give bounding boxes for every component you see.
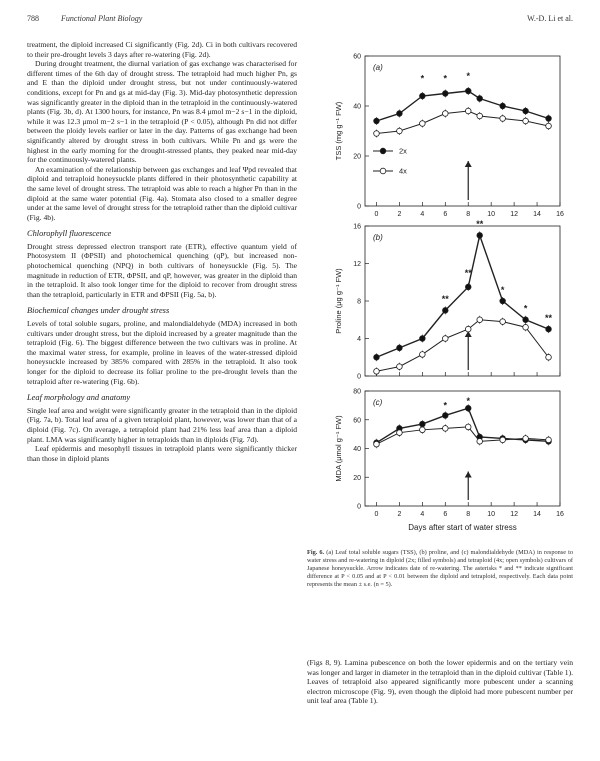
paragraph: treatment, the diploid increased Ci significantly (Fig. 2d). Ci in both cultivars recovered to their pre-drought levels 3 days after re-watering (Fig. 2d). (27, 40, 297, 59)
y-axis-label: MDA (μmol g⁻¹ FW) (334, 415, 343, 482)
data-point-4x (465, 326, 471, 332)
x-tick-label: 12 (510, 211, 519, 218)
data-point-2x (500, 103, 506, 109)
data-point-4x (500, 116, 506, 122)
data-point-4x (523, 118, 529, 124)
significance-asterisk: ** (476, 219, 484, 230)
x-tick-label: 16 (556, 511, 564, 518)
paragraph: During drought treatment, the diurnal variation of gas exchange was characterised for different times of the 6th day of drought stress. The tetraploid had much higher Pn, gs and E than the diploid under drought stress, but not under continuously-watered conditions, except for Pn and gs at mid-day (Fig. 3). Mid-day photosynthetic depression was significantly greater in the diploid than in the tetraploid in the continuously-watered plants (Fig. 3b, d). At 1300 hours, for instance, Pn was 8.4 μmol m−2 s−1 in the diploid, while it was 12.3 μmol m−2 s−1 in the tetraploid (P < 0.05), although Pn did not differ between the ploidy levels earlier or later in the day. Patterns of gas exchange had been significantly altered by drought stress in both cultivars. While Pn and gs were the highest in the early morning for the drought-stressed plants, they peaked near mid-day for the continuously-watered plants. (27, 59, 297, 165)
plot-frame (365, 391, 560, 506)
data-point-4x (420, 427, 426, 433)
data-point-4x (477, 439, 483, 445)
x-tick-label: 8 (466, 211, 471, 218)
paragraph: An examination of the relationship between gas exchanges and leaf Ψpd revealed that diploid and tetraploid honeysuckle plants differed in their photosynthetic capability at the same level of drought stress. The tetraploid was able to reach a higher Pn than in the diploid at the same water potential (Fig. 4a). Stomata also closed to a smaller degree under at the same level of drought stress for the tetraploid rather than the diploid cultivar (Fig. 4b). (27, 164, 297, 222)
right-column-text (307, 658, 573, 706)
data-point-4x (477, 113, 483, 119)
x-tick-label: 16 (556, 211, 564, 218)
panel-label: (a) (373, 63, 383, 72)
paragraph: Single leaf area and weight were significantly greater in the tetraploid than in the diploid (Fig. 7a, b). Total leaf area of a given tetraploid plant, however, was lower than that of a diploid (Fig. 7c). On average, a tetraploid plant had 21% less leaf area than a diploid plant. LMA was significantly higher in tetraploids than in diploids (Fig. 7d). (27, 405, 297, 444)
figure-6-charts (305, 36, 575, 546)
data-point-4x (500, 437, 506, 443)
x-tick-label: 14 (533, 211, 541, 218)
data-point-2x (477, 96, 483, 102)
journal-title: Functional Plant Biology (61, 14, 143, 23)
data-point-4x (374, 369, 380, 375)
x-tick-label: 2 (397, 211, 402, 218)
x-tick-label: 6 (443, 211, 448, 218)
data-point-4x (523, 324, 529, 330)
legend-label: 4x (399, 166, 407, 176)
caption-text: (a) Leaf total soluble sugars (TSS), (b) proline, and (c) malondialdehyde (MDA) in response to water stress and re-watering in diploid (2x; filled symbols) and tetraploid (4x; open symbols) cultivars of Japanese honeysuckle. Arrow indicates date of re-watering. The asterisks * and ** indicate significant difference at P < 0.05 and at P < 0.01 between the diploid and tetraploid, respectively. Each data point represents the mean ± s.e. (n = 5). (307, 549, 573, 588)
data-point-4x (465, 108, 471, 114)
y-tick-label: 60 (353, 417, 361, 425)
x-tick-label: 10 (487, 211, 496, 218)
data-point-4x (442, 426, 448, 432)
significance-asterisk: * (443, 400, 448, 411)
y-tick-label: 0 (357, 373, 361, 381)
significance-asterisk: * (443, 73, 448, 84)
data-point-2x (523, 317, 529, 323)
x-tick-label: 4 (420, 211, 425, 218)
data-point-2x (442, 413, 448, 419)
x-tick-label: 6 (443, 511, 448, 518)
significance-asterisk: * (500, 284, 505, 295)
plot-frame (365, 226, 560, 376)
significance-asterisk: * (466, 396, 470, 407)
data-point-2x (442, 91, 448, 97)
data-point-2x (465, 284, 471, 290)
y-tick-label: 0 (357, 203, 361, 211)
data-point-4x (397, 430, 403, 436)
significance-asterisk: ** (464, 267, 472, 278)
data-point-4x (374, 131, 380, 137)
legend-marker (380, 148, 386, 154)
data-point-4x (477, 317, 483, 323)
y-tick-label: 12 (353, 261, 361, 268)
data-point-2x (420, 336, 426, 342)
y-tick-label: 8 (357, 298, 361, 306)
data-point-4x (397, 364, 403, 370)
data-point-2x (546, 326, 552, 332)
section-heading: Biochemical changes under drought stress (27, 306, 170, 316)
page-header (27, 14, 573, 28)
x-tick-label: 8 (466, 511, 471, 518)
x-tick-label: 0 (374, 511, 379, 518)
section-heading: Chlorophyll fluorescence (27, 229, 112, 239)
chart-panel-1 (334, 54, 564, 219)
data-point-4x (397, 128, 403, 134)
x-tick-label: 0 (374, 211, 379, 218)
chart-panel-3 (334, 389, 564, 533)
legend-label: 2x (399, 146, 407, 156)
y-tick-label: 40 (353, 446, 361, 453)
x-tick-label: 4 (420, 511, 425, 518)
y-tick-label: 16 (353, 223, 361, 231)
data-point-4x (442, 336, 448, 342)
data-point-2x (420, 93, 426, 99)
significance-asterisk: * (466, 71, 470, 81)
y-tick-label: 40 (353, 103, 361, 111)
y-axis-label: Proline (μg g⁻¹ FW) (334, 268, 343, 334)
data-point-2x (374, 118, 380, 124)
data-point-2x (374, 354, 380, 360)
data-point-2x (523, 108, 529, 114)
paragraph: (Figs 8, 9). Lamina pubescence on both the lower epidermis and on the tertiary vein was longer and larger in diameter in the tetraploid than in the diploid cultivar (Table 1). Leaves of tetraploid also appeared significantly more pubescent under a scanning electron microscope (Fig. 9), even though the diploid had more pubescent number per unit leaf area (Table 1). (307, 658, 573, 706)
data-point-4x (374, 441, 380, 447)
significance-asterisk: * (523, 303, 528, 314)
caption-label: Fig. 6. (307, 549, 325, 556)
y-tick-label: 80 (353, 388, 361, 396)
data-point-4x (500, 319, 506, 325)
panel-label: (b) (373, 233, 383, 242)
significance-asterisk: * (420, 73, 425, 84)
figure-6 (305, 36, 575, 546)
rewater-arrow-head (465, 472, 472, 478)
y-tick-label: 4 (357, 336, 361, 343)
data-point-4x (546, 123, 552, 129)
y-tick-label: 20 (353, 474, 361, 482)
significance-asterisk: ** (441, 294, 449, 305)
legend-marker (380, 168, 386, 174)
rewater-arrow-head (465, 161, 472, 167)
data-point-2x (397, 111, 403, 117)
x-tick-label: 14 (533, 511, 541, 518)
chart-panel-2 (334, 219, 560, 380)
data-point-2x (546, 116, 552, 122)
x-tick-label: 10 (487, 511, 496, 518)
panel-label: (c) (373, 398, 383, 407)
plot-frame (365, 56, 560, 206)
series-line-2x (376, 235, 548, 357)
data-point-2x (465, 405, 471, 411)
data-point-2x (500, 298, 506, 304)
x-tick-label: 2 (397, 511, 402, 518)
running-authors: W.-D. Li et al. (527, 14, 573, 23)
series-line-2x (376, 91, 548, 121)
x-axis-label: Days after start of water stress (408, 523, 517, 532)
figure-caption (307, 549, 573, 589)
data-point-4x (442, 111, 448, 117)
page-number: 788 (27, 14, 39, 23)
y-tick-label: 60 (353, 53, 361, 61)
data-point-4x (546, 354, 552, 360)
y-tick-label: 0 (357, 503, 361, 511)
data-point-2x (397, 345, 403, 351)
data-point-4x (546, 437, 552, 443)
data-point-4x (420, 121, 426, 127)
data-point-2x (442, 308, 448, 314)
paragraph: Levels of total soluble sugars, proline, and malondialdehyde (MDA) increased in both cultivars under drought stress, but the diploid increased by a greater magnitude than the tetraploid (Fig. 6). The biggest difference between the two cultivars was in proline. At the maximal water stress, for example, proline in leaves of the water-stressed diploid honeysuckle increased by 385% compared with 285% in the tetraploid. It also took longer for the diploid to decrease its foliar proline to the pre-drought levels than the tetraploid after re-watering (Fig. 6b). (27, 319, 297, 386)
data-point-4x (523, 436, 529, 442)
x-tick-label: 12 (510, 511, 519, 518)
paragraph: Leaf epidermis and mesophyll tissues in tetraploid plants were significantly thicker than those in diploid plants (27, 444, 297, 463)
y-tick-label: 20 (353, 153, 361, 161)
section-heading: Leaf morphology and anatomy (27, 393, 131, 403)
data-point-2x (477, 233, 483, 239)
paragraph: Drought stress depressed electron transport rate (ETR), effective quantum yield of Photosystem II (ΦPSII) and photochemical quenching (qP), but increased non-photochemical quenching (NPQ) in both cultivars of honeysuckle (Fig. 5). The magnitude in reduction of ETR, ΦPSII, and qP, however, was greater in the diploid than in the tetraploid. It also took longer time for the diploid to recover from drought stress than the tetraploid, particularly in ETR and ΦPSII (Fig. 5a, b). (27, 241, 297, 299)
significance-asterisk: ** (545, 312, 553, 323)
data-point-4x (465, 424, 471, 430)
data-point-4x (420, 352, 426, 358)
y-axis-label: TSS (mg g⁻¹ FW) (334, 101, 343, 161)
data-point-2x (465, 88, 471, 94)
left-column (27, 40, 297, 463)
